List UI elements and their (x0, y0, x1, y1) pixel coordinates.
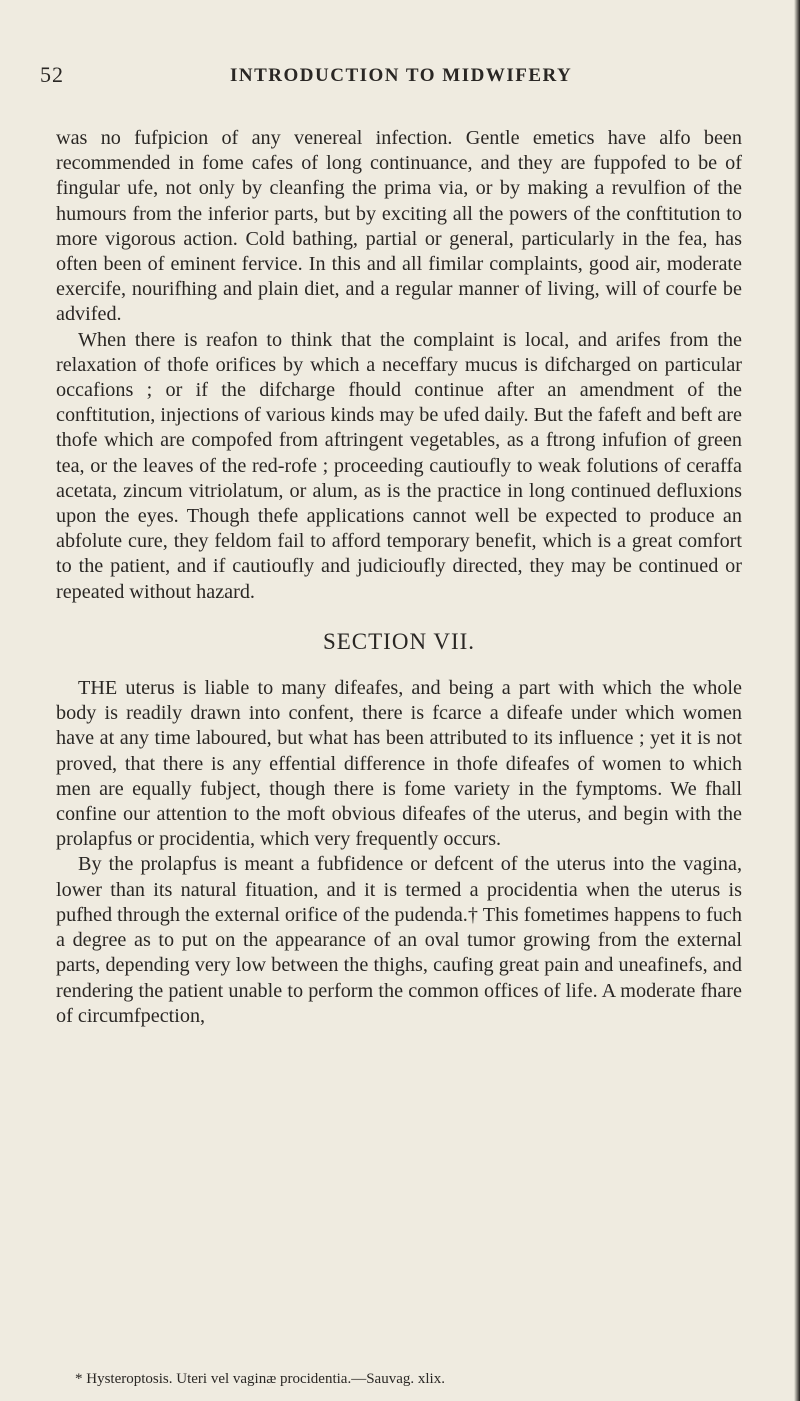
paragraph-prolapsus: By the prolapfus is meant a fubfidence or defcent of the uterus into the vagina, lower than its natural fituation, and it is termed a procidentia when the uterus is pufhed through the external orifice of the pudenda.† This fometimes happens to fuch a degree as to put on the appearance of an oval tumor growing from the external parts, depending very low between the thighs, caufing great pain and uneafinefs, and rendering the patient unable to perform the common offices of life. A moderate fhare of circumfpection, (56, 853, 742, 1027)
paragraph-continuation: was no fufpicion of any venereal infection. Gentle emetics have alfo been recommended in fome cafes of long continuance, and they are fuppofed to be of fingular ufe, not only by cleanfing the prima via, or by making a revulfion of the humours from the inferior parts, but by exciting all the powers of the conftitution to more vigorous action. Cold bathing, partial or general, particularly in the fea, has often been of eminent fervice. In this and all fimilar complaints, good air, moderate exercife, nourifhing and plain diet, and a regular manner of living, will of courfe be advifed. (56, 127, 742, 326)
footnote: * Hysteroptosis. Uteri vel vaginæ procidentia.—Sauvag. xlix. (75, 1371, 445, 1387)
running-title: INTRODUCTION TO MIDWIFERY (230, 65, 573, 86)
page-edge-shadow (794, 0, 800, 1401)
body-text (56, 126, 742, 1029)
section-heading: SECTION VII. (322, 628, 476, 654)
paragraph-uterus-diseases: THE uterus is liable to many difeafes, and being a part with which the whole body is readily drawn into confent, there is fcarce a difeafe under which women have at any time laboured, but what has been attributed to its influence ; yet it is not proved, that there is any effential difference in thofe difeafes of women to which men are equally fubject, though there is fome variety in the fymptoms. We fhall confine our attention to the moft obvious difeafes of the uterus, and begin with the prolapfus or procidentia, which very frequently occurs. (56, 677, 742, 851)
running-header (40, 62, 740, 92)
page-number: 52 (40, 62, 64, 87)
paragraph-injections: When there is reafon to think that the complaint is local, and arifes from the relaxation of thofe orifices by which a neceffary mucus is difcharged on particular occafions ; or if the difcharge fhould continue after an amendment of the conftitution, injections of various kinds may be ufed daily. But the fafeft and beft are thofe which are compofed from aftringent vegetables, as a ftrong infufion of green tea, or the leaves of the red-rofe ; proceeding cautioufly to weak folutions of ceraffa acetata, zincum vitriolatum, or alum, as is the practice in long continued defluxions upon the eyes. Though thefe applications cannot well be expected to produce an abfolute cure, they feldom fail to afford temporary benefit, which is a great comfort to the patient, and if cautioufly and judicioufly directed, they may be continued or repeated without hazard. (56, 328, 742, 603)
